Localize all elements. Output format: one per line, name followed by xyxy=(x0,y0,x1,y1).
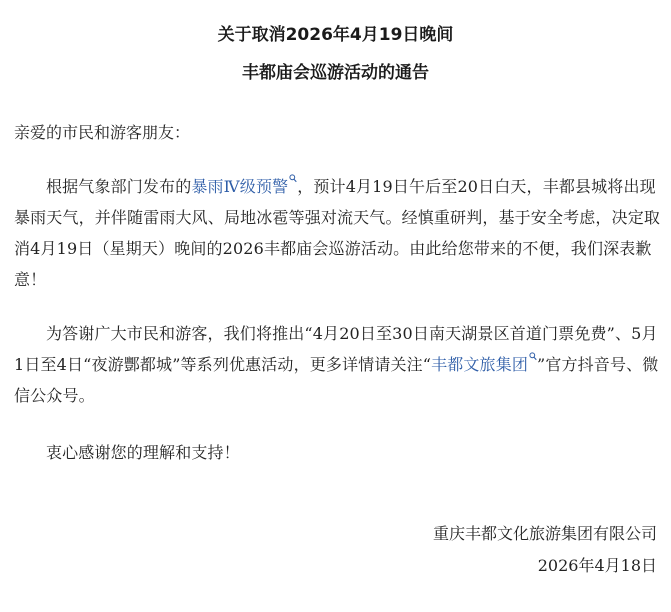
paragraph-2-text-a: 为答谢广大市民和游客，我们将推出“4月20日至30日南天湖景区首道门票免费”、5月1日至4日“夜游酆都城”等系列优惠活动，更多详情请关注“ xyxy=(14,324,658,374)
paragraph-1-text-a: 根据气象部门发布的 xyxy=(46,177,192,196)
paragraph-promotions xyxy=(14,318,660,411)
notice-title-line-2: 丰都庙会巡游活动的通告 xyxy=(242,63,429,83)
salutation: 亲爱的市民和游客朋友： xyxy=(14,123,191,142)
fengdu-tourism-group-link[interactable]: 丰都文旅集团 xyxy=(431,355,529,374)
search-icon[interactable] xyxy=(529,352,537,361)
signature-date: 2026年4月18日 xyxy=(537,556,657,575)
rainstorm-warning-link[interactable]: 暴雨Ⅳ级预警 xyxy=(191,177,289,196)
paragraph-weather-cancellation xyxy=(14,171,660,295)
paragraph-1-text-b: ，预计4月19日午后至20日白天，丰都县城将出现暴雨天气，并伴随雷雨大风、局地冰雹等强对流天气。经慎重研判，基于安全考虑，决定取消4月19日（星期天）晚间的2026丰都庙会巡游活动。由此给您带来的不便，我们深表歉意！ xyxy=(14,177,661,289)
paragraph-2-text-b: ”官方抖音号、微信公众号。 xyxy=(14,355,659,405)
paragraph-thanks: 衷心感谢您的理解和支持！ xyxy=(46,443,240,462)
signature-organization: 重庆丰都文化旅游集团有限公司 xyxy=(432,524,657,543)
search-icon[interactable] xyxy=(289,174,297,183)
notice-title-line-1: 关于取消2026年4月19日晚间 xyxy=(217,25,454,45)
